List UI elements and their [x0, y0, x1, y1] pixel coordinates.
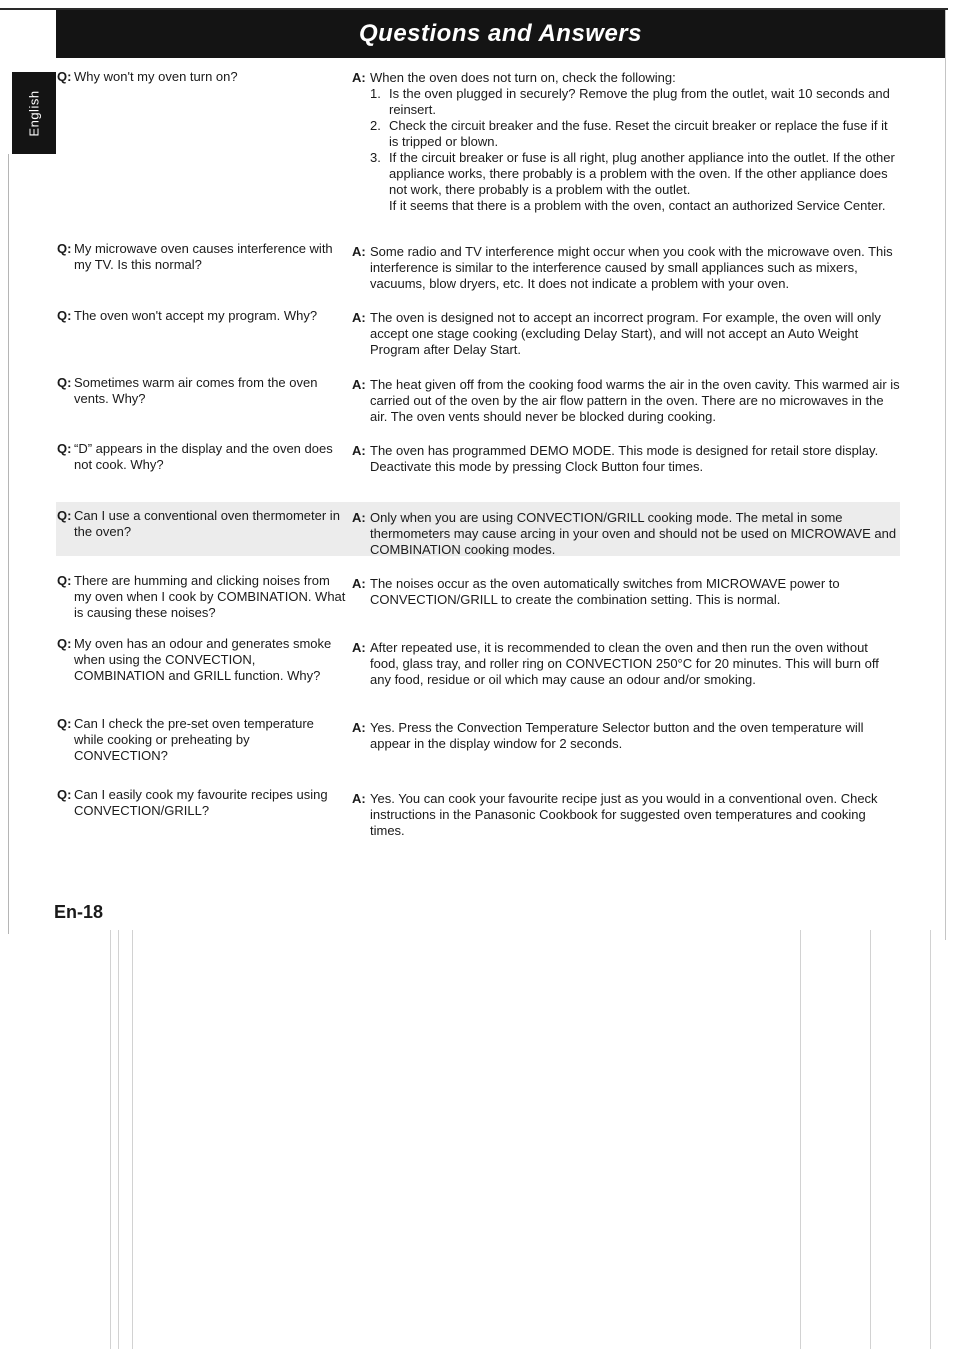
- question-text: “D” appears in the display and the oven does not cook. Why?: [74, 441, 333, 472]
- question-text: Can I check the pre-set oven temperature while cooking or preheating by CONVECTION?: [74, 716, 314, 763]
- answer: [352, 70, 900, 214]
- answer-prefix: A:: [352, 791, 366, 806]
- answer-prefix: A:: [352, 310, 366, 325]
- checklist-number: 3.: [370, 150, 381, 165]
- answer: [352, 720, 900, 752]
- answer-prefix: A:: [352, 640, 366, 655]
- answer: [352, 510, 900, 558]
- scan-line: [870, 930, 871, 1349]
- question-prefix: Q:: [57, 241, 72, 256]
- answer-prefix: A:: [352, 576, 366, 591]
- qa-item-humming-noises: [56, 573, 900, 625]
- answer-prefix: A:: [352, 443, 366, 458]
- answer: [352, 443, 900, 475]
- scan-line: [118, 930, 119, 1349]
- qa-item-warm-air-from-vents: [56, 375, 900, 427]
- question: [56, 308, 346, 324]
- scan-line: [800, 930, 801, 1349]
- question: [56, 573, 346, 621]
- answer: [352, 310, 900, 358]
- qa-item-favourite-recipes: [56, 787, 900, 839]
- answer-prefix: A:: [352, 720, 366, 735]
- checklist-text: If the circuit breaker or fuse is all right, plug another appliance into the outlet. If the other appliance works, there probably is a problem with the oven. If the other appliance does not work, there probably is a problem with the outlet.: [389, 150, 895, 197]
- checklist: [370, 86, 900, 214]
- answer-prefix: A:: [352, 510, 366, 525]
- qa-item-tv-interference: [56, 241, 900, 297]
- qa-item-oven-wont-turn-on: [56, 69, 900, 237]
- answer-text: When the oven does not turn on, check the following:: [370, 70, 676, 85]
- checklist-item: [370, 150, 900, 214]
- question-text: There are humming and clicking noises from my oven when I cook by COMBINATION. What is causing these noises?: [74, 573, 346, 620]
- answer-text: Yes. Press the Convection Temperature Selector button and the oven temperature will appear in the display window for 2 seconds.: [370, 720, 864, 751]
- title-bar: [56, 10, 945, 58]
- answer-text: The oven is designed not to accept an incorrect program. For example, the oven will only accept one stage cooking (excluding Delay Start), and will not accept an Auto Weight Program after Delay Start.: [370, 310, 881, 357]
- question-text: Can I use a conventional oven thermometer in the oven?: [74, 508, 340, 539]
- answer: [352, 791, 900, 839]
- question: [56, 241, 346, 273]
- answer-text: The heat given off from the cooking food warms the air in the oven cavity. This warmed air is carried out of the oven by the air flow pattern in the oven. There are no microwaves in the air. The oven vents should never be blocked during cooking.: [370, 377, 900, 424]
- scan-line: [930, 930, 931, 1349]
- question: [56, 716, 346, 764]
- answer-text: Some radio and TV interference might occur when you cook with the microwave oven. This interference is similar to the interference caused by small appliances such as mixers, vacuums, blow dryers, etc. It does not indicate a problem with your oven.: [370, 244, 893, 291]
- question: [56, 441, 346, 473]
- answer-text: Yes. You can cook your favourite recipe just as you would in a conventional oven. Check instructions in the Panasonic Cookbook for suggested oven temperatures and cooking times.: [370, 791, 878, 838]
- question: [56, 636, 346, 684]
- question-prefix: Q:: [57, 308, 72, 323]
- question-text: Sometimes warm air comes from the oven vents. Why?: [74, 375, 318, 406]
- answer: [352, 576, 900, 608]
- question: [56, 787, 346, 819]
- page-number: En-18: [54, 902, 104, 922]
- question: [56, 375, 346, 407]
- question-prefix: Q:: [57, 508, 72, 523]
- qa-item-program-not-accepted: [56, 308, 900, 360]
- checklist-item: [370, 86, 900, 118]
- right-margin-rule: [945, 10, 946, 940]
- answer: [352, 640, 900, 688]
- answer-text: The oven has programmed DEMO MODE. This mode is designed for retail store display.: [370, 443, 879, 458]
- answer-text: The noises occur as the oven automatically switches from MICROWAVE power to CONVECTION/GRILL to create the combination setting. This is normal.: [370, 576, 840, 607]
- language-tab: [12, 72, 56, 154]
- question-text: Why won't my oven turn on?: [74, 69, 238, 84]
- question: [56, 69, 346, 85]
- question-prefix: Q:: [57, 441, 72, 456]
- answer-text: Only when you are using CONVECTION/GRILL cooking mode. The metal in some thermometers may cause arcing in your oven and should not be used on MICROWAVE and COMBINATION cooking modes.: [370, 510, 897, 557]
- answer-text: After repeated use, it is recommended to clean the oven and then run the oven without food, glass tray, and roller ring on CONVECTION 250°C for 20 minutes. This will burn off any food, residue or oil which may cause an odour and/or smoking.: [370, 640, 879, 687]
- question-prefix: Q:: [57, 69, 72, 84]
- question-prefix: Q:: [57, 636, 72, 651]
- question-prefix: Q:: [57, 573, 72, 588]
- answer-prefix: A:: [352, 377, 366, 392]
- page-title: Questions and Answers: [358, 20, 642, 47]
- answer-note: Deactivate this mode by pressing Clock Button four times.: [370, 459, 704, 474]
- qa-item-oven-thermometer: [56, 502, 900, 556]
- qa-item-preset-temperature: [56, 716, 900, 768]
- scan-line: [132, 930, 133, 1349]
- qa-item-odour-and-smoke: [56, 636, 900, 690]
- question-text: Can I easily cook my favourite recipes using CONVECTION/GRILL?: [74, 787, 328, 818]
- checklist-text: Is the oven plugged in securely? Remove the plug from the outlet, wait 10 seconds and reinsert.: [389, 86, 890, 117]
- answer-prefix: A:: [352, 70, 366, 85]
- answer: [352, 244, 900, 292]
- answer-prefix: A:: [352, 244, 366, 259]
- answer: [352, 377, 900, 425]
- checklist-text: Check the circuit breaker and the fuse. Reset the circuit breaker or replace the fuse if it is tripped or blown.: [389, 118, 888, 149]
- answer-note: If it seems that there is a problem with the oven, contact an authorized Service Center.: [389, 198, 886, 213]
- checklist-number: 1.: [370, 86, 381, 101]
- question-text: My microwave oven causes interference with my TV. Is this normal?: [74, 241, 333, 272]
- checklist-number: 2.: [370, 118, 381, 133]
- question-prefix: Q:: [57, 787, 72, 802]
- qa-item-demo-mode: [56, 441, 900, 493]
- question-text: The oven won't accept my program. Why?: [74, 308, 318, 323]
- question-prefix: Q:: [57, 716, 72, 731]
- left-margin-rule: [8, 154, 9, 934]
- scan-line: [110, 930, 111, 1349]
- checklist-item: [370, 118, 900, 150]
- question-text: My oven has an odour and generates smoke when using the CONVECTION, COMBINATION and GRILL function. Why?: [74, 636, 332, 683]
- language-tab-label: English: [26, 89, 42, 137]
- question: [56, 508, 346, 540]
- question-prefix: Q:: [57, 375, 72, 390]
